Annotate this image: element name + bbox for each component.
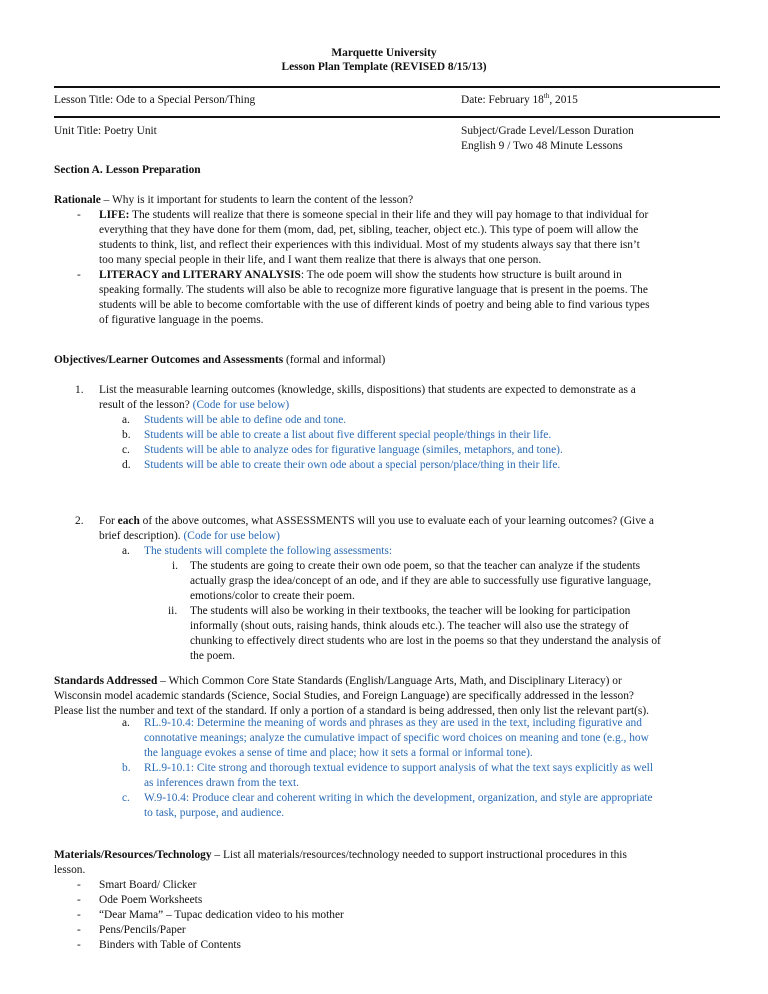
lesson-plan-page: Marquette University Lesson Plan Template (REVISED 8/15/13) Lesson Title: Ode to a Special Person/Thing Date: February 18th, 2015 Unit Title: Poetry Unit Subject/Grade Level/Lesson Duration English 9 / Two 48 Minute Lessons Section A. Lesson Preparation Rationale – Why is it important for students to learn the content of the lesson? - LIFE: The students will realize that there is someone special in their life and they will pay homage to that individual for everything that they have done for them (mom, dad, pet, sibling, teacher, object etc.). This type of poem will allow the students to think, list, and reflect their experiences with this individual. Most of my students always say that there isn’t too many special people in their life, and I want them realize that there is always that one person. - LITERACY and LITERARY ANALYSIS: The ode poem will show the students how structure is built around in speaking formally. The students will also be able to recognize more figurative language that is present in the poems. The students will be able to become comfortable with the use of different kinds of poetry and being able to find various types of figurative language in the poems. Objectives/Learner Outcomes and Assessments (formal and informal) 1. List the measurable learning outcomes (knowledge, skills, dispositions) that students are expected to demonstrate as a result of the lesson? (Code for use below) a. Students will be able to define ode and tone. b. Students will be able to create a list about five different special people/things in their life. c. Students will be able to analyze odes for figurative language (similes, metaphors, and tone). d. Students will be able to create their own ode about a special person/place/thing in their life. 2. For each of the above outcomes, what ASSESSMENTS will you use to evaluate each of your learning outcomes? (Give a brief description). (Code for use below) a. The students will complete the following assessments: i. The students are going to create their own ode poem, so that the teacher can analyze if the students actually grasp the idea/concept of an ode, and if they are able to successfully use figurative language, emotions/color to create their poem. ii. The students will also be working in their textbooks, the teacher will be looking for participation informally (shout outs, raising hands, think alouds etc.). The teacher will also use the strategy of chunking to effectively direct students who are lost in the poems so that they understand the analysis of the poem. Standards Addressed – Which Common Core State Standards (English/Language Arts, Math, and Disciplinary Literacy) or Wisconsin model academic standards (Science, Social Studies, and Foreign Language) are specifically addressed in the lesson? Please list the number and text of the standard. If only a portion of a standard is being addressed, then only list the relevant part(s). a. RL.9-10.4: Determine the meaning of words and phrases as they are used in the text, including figurative and connotative meanings; analyze the cumulative impact of specific word choices on meaning and tone (e.g., how the language evokes a sense of time and place; how it sets a formal or informal tone). b. RL.9-10.1: Cite strong and thorough textual evidence to support analysis of what the text says explicitly as well as inferences drawn from the text. c. W.9-10.4: Produce clear and coherent writing in which the development, organization, and style are appropriate to task, purpose, and audience. Materials/Resources/Technology – List all materials/resources/technology needed to support instructional procedures in this lesson. - Smart Board/ Clicker - Ode Poem Worksheets - “Dear Mama” – Tupac dedication video to his mother - Pens/Pencils/Paper - Binders with Table of Contents [0,0,768,994]
subject-value: English 9 / Two 48 Minute Lessons [461,140,623,152]
rationale-heading: Rationale – Why is it important for students to learn the content of the lesson? [54,194,414,206]
list-dash: - [77,209,81,221]
list-dash: - [77,269,81,281]
template-title: Lesson Plan Template (REVISED 8/15/13) [281,61,487,73]
university-name: Marquette University [331,47,437,59]
lesson-date: Date: February 18th, 2015 [461,92,578,106]
objectives-heading: Objectives/Learner Outcomes and Assessments (formal and informal) [54,354,386,366]
materials-heading: Materials/Resources/Technology – List all materials/resources/technology needed to support instructional procedures in this lesson. [54,849,627,876]
unit-title: Unit Title: Poetry Unit [54,125,157,137]
top-rule [54,86,720,88]
middle-rule [54,116,720,118]
section-a-title: Section A. Lesson Preparation [54,164,201,176]
standards-heading: Standards Addressed – Which Common Core State Standards (English/Language Arts, Math, and Disciplinary Literacy) or Wisconsin model academic standards (Science, Social Studies, and Foreign Language) are specifically addressed in the lesson? Please list the number and text of the standard. If only a portion of a standard is being addressed, then only list the relevant part(s). [54,675,649,717]
subject-label: Subject/Grade Level/Lesson Duration [461,125,634,137]
lesson-title: Lesson Title: Ode to a Special Person/Thing [54,94,256,106]
